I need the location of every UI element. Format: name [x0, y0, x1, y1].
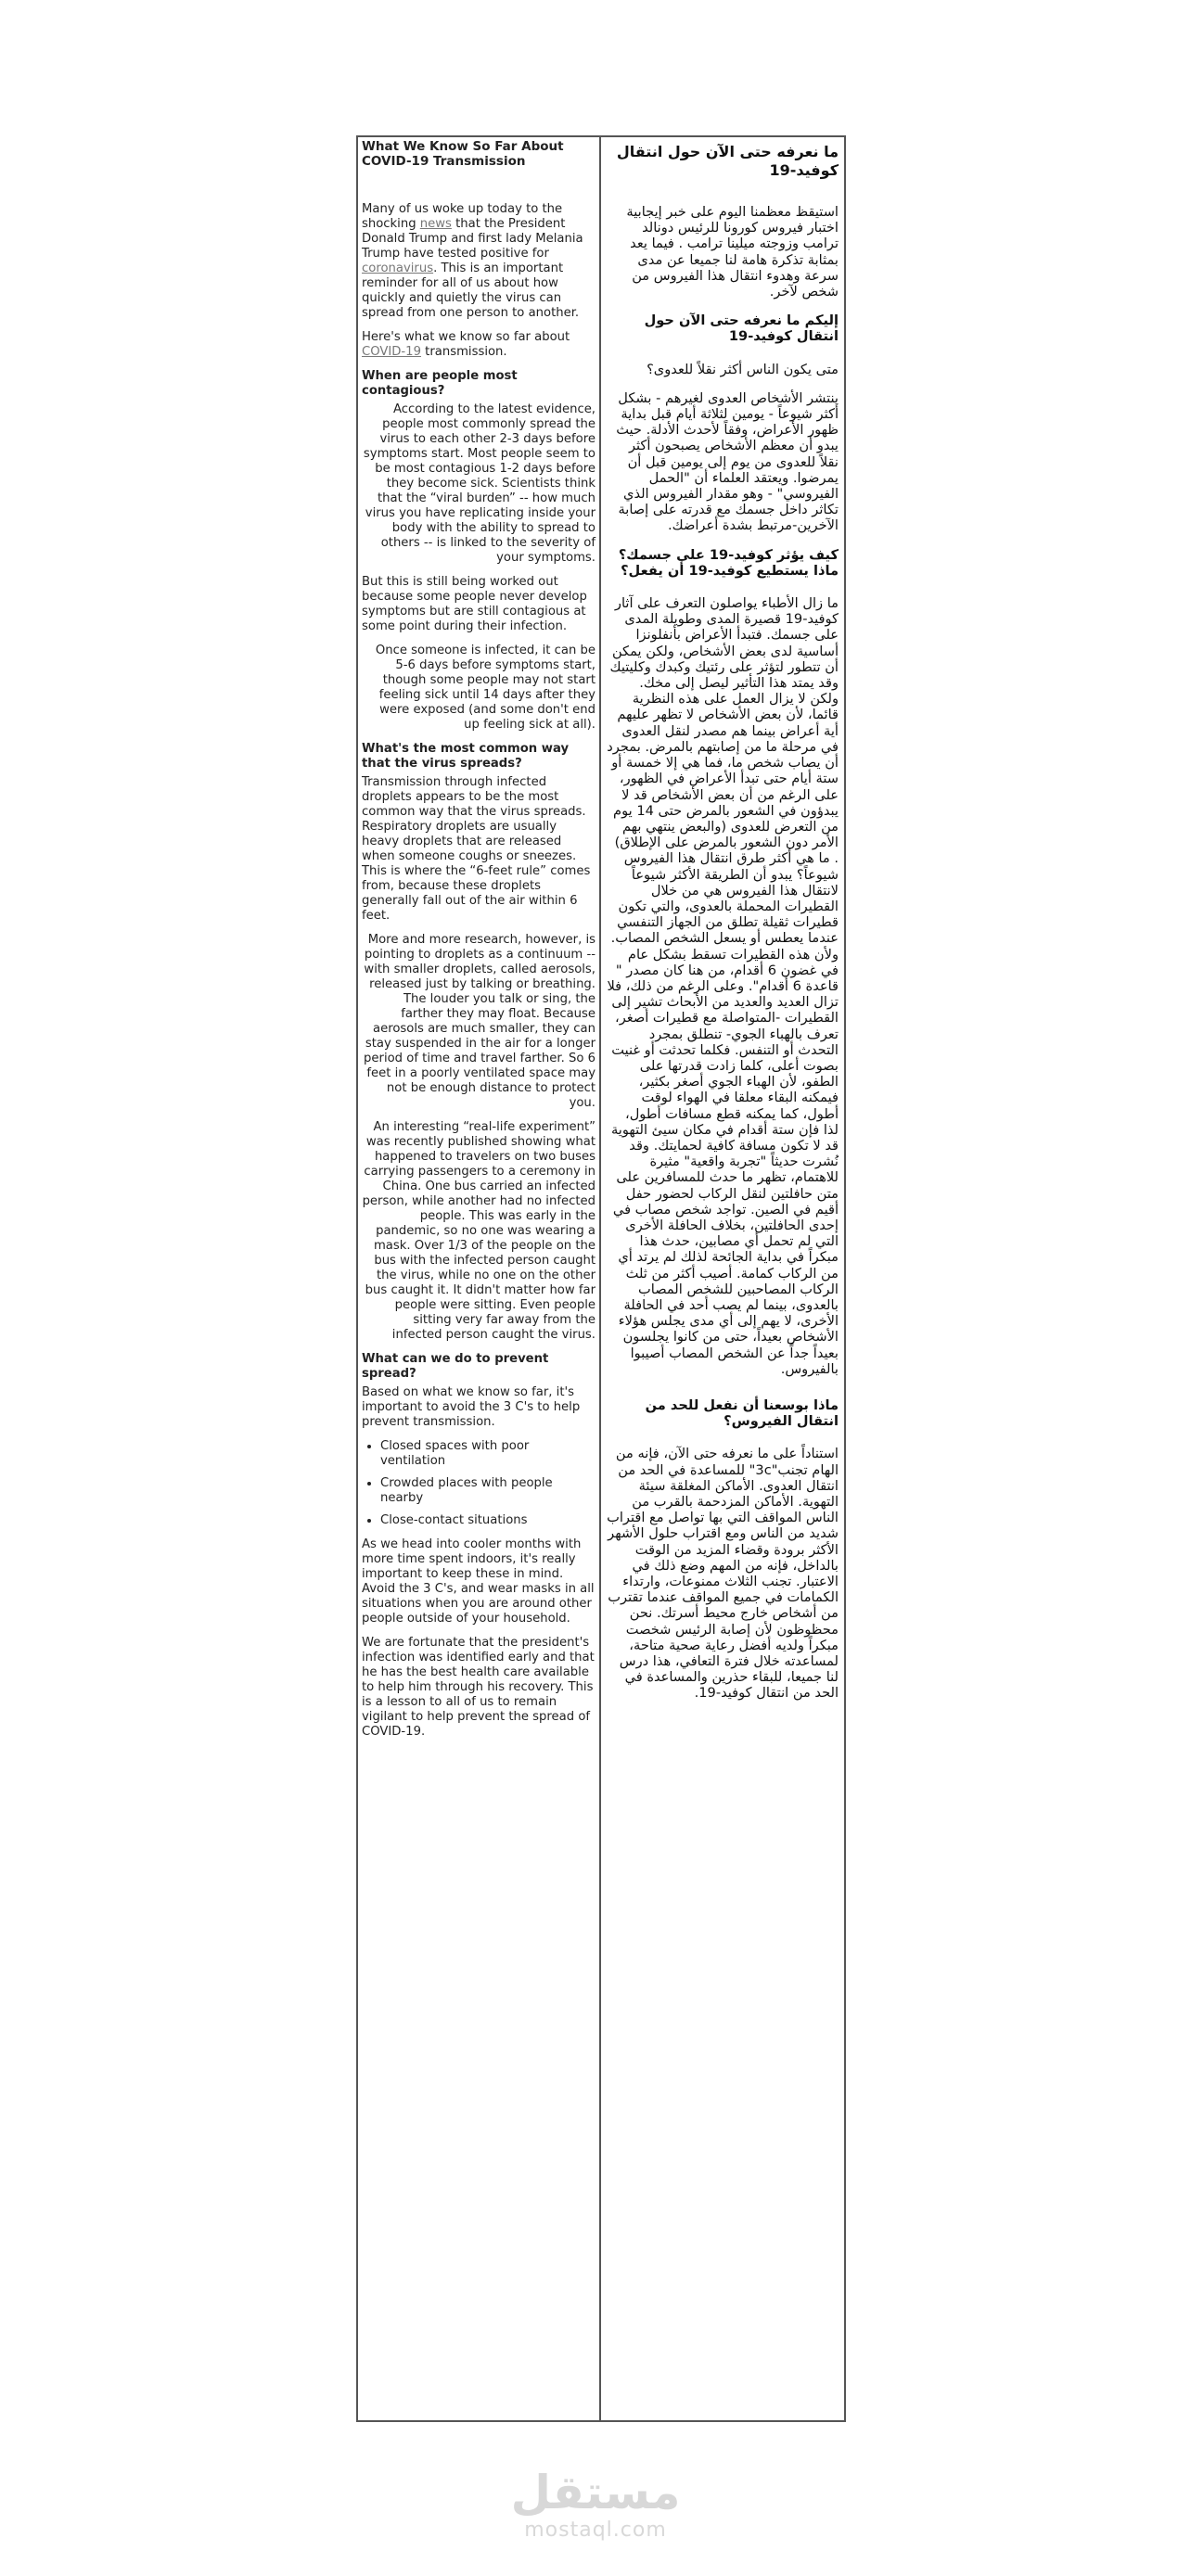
arabic-contagious-paragraph: ينتشر الأشخاص العدوى لغيرهم - بشكل أكثر شيوعاً - يومين لثلاثة أيام قبل بداية ظهور الأعراض، وفقاً لأحدث الأدلة. حيث يبدو أن معظم الأشخاص يصبحون أكثر نقلاً للعدوى من يوم إلى يومين قبل أن يمرضوا. ويعتقد العلماء أن "الحمل الفيروسي" - وهو مقدار الفيروس الذي تكاثر داخل جسمك مع قدرته على إصابة الآخرين-مرتبط بشدة أعراضك. — [616, 389, 839, 534]
watermark — [0, 2467, 1191, 2543]
list-item: • Close-contact situations — [380, 1513, 596, 1528]
prevent-paragraph-3: We are fortunate that the president's infection was identified early and that he has the best health care available to help him through his recovery. This is a lesson to all of us to remain vigilant to help prevent the spread of COVID-19. — [362, 1636, 595, 1739]
arabic-contagious-heading: متى يكون الناس أكثر نقلاً للعدوى؟ — [647, 361, 839, 377]
english-intro-paragraph-2 — [362, 330, 596, 360]
contagious-paragraph-1: According to the latest evidence, people most commonly spread the virus to each other 2-3 days before symptoms start. Most people seem to be most contagious 1-2 days before they become sick. Scientists think that the “viral burden” -- how much virus you have replicating inside your body with the ability to spread to others -- is linked to the severity of your symptoms. — [363, 402, 596, 565]
intro2-text-b: transmission. — [420, 345, 507, 359]
bilingual-document — [356, 135, 846, 2422]
three-cs-list — [362, 1439, 596, 1528]
english-title: What We Know So Far About COVID-19 Transmission — [362, 139, 564, 169]
arabic-column — [601, 137, 844, 2420]
list-item: • Crowded places with people nearby — [380, 1476, 596, 1506]
watermark-arabic: مستقل — [510, 2466, 681, 2519]
arabic-title: ما نعرفه حتى الآن حول انتقال كوفيد-19 — [616, 143, 839, 179]
prevent-paragraph-1: Based on what we know so far, it's important to avoid the 3 C's to help prevent transmission. — [362, 1385, 581, 1429]
intro-text-b: that the President Donald Trump and first lady Melania Trump have tested positive for — [362, 217, 583, 261]
contagious-paragraph-3: Once someone is infected, it can be 5-6 days before symptoms start, though some people may not start feeling sick until 14 days after they were exposed (and some don't end up feeling sick at all). — [375, 644, 596, 732]
contagious-paragraph-2: But this is still being worked out because some people never develop symptoms but are still contagious at some point during their infection. — [362, 575, 587, 633]
coronavirus-link[interactable]: coronavirus — [362, 261, 434, 275]
covid19-link[interactable]: COVID-19 — [362, 345, 421, 359]
spread-heading: What's the most common way that the virus spreads? — [362, 742, 570, 771]
intro2-text-a: Here's what we know so far about — [362, 330, 570, 344]
arabic-prevent-heading: ماذا بوسعنا أن نفعل للحد من انتقال الفيروس؟ — [645, 1397, 839, 1430]
spread-paragraph-3: An interesting “real-life experiment” was recently published showing what happened to travelers on two buses carrying passengers to a ceremony in China. One bus carried an infected person, while another had no infected people. This was early in the pandemic, so no one was wearing a mask. Over 1/3 of the people on the bus with the infected person caught the virus, while no one on the other bus caught it. It didn't matter how far people were sitting. Even people sitting very far away from the infected person caught the virus. — [362, 1120, 596, 1342]
arabic-intro-paragraph: استيقظ معظمنا اليوم على خبر إيجابية اختبار فيروس كورونا للرئيس دونالد ترامب وزوجته ميلينا ترامب . فيما يعد بمثابة تذكرة هامة لنا جميعا عن مدى سرعة وهدوء انتقال هذا الفيروس من شخص لآخر. — [626, 204, 839, 300]
intro-text-c: . This is an important reminder for all of us about how quickly and quietly the virus can spread from one person to another. — [362, 261, 580, 320]
spread-paragraph-2: More and more research, however, is pointing to droplets as a continuum -- with smaller droplets, called aerosols, released just by talking or breathing. The louder you talk or sing, the farther they may float. Because aerosols are much smaller, they can stay suspended in the air for a longer period of time and travel farther. So 6 feet in a poorly ventilated space may not be enough distance to protect you. — [364, 933, 596, 1110]
intro-text-a: Many of us woke up today to the shocking — [362, 202, 563, 231]
arabic-body-paragraph: ما زال الأطباء يواصلون التعرف على آثار كوفيد-19 قصيرة المدى وطويلة المدى على جسمك. فتبدأ الأعراض بأنفلونزا أساسية لدى بعض الأشخاص، ولكن يمكن أن تتطور لتؤثر على رئتيك وكبدك وكليتيك وقد يمتد هذا التأثير ليصل إلى مخك. ولكن لا يزال العمل على هذه النظرية قائما، لأن بعض الأشخاص لا تظهر عليهم أية أعراض بينما هم مصدر لنقل العدوى في مرحلة ما من إصابتهم بالمرض. بمجرد أن يصاب شخص ما، فما هي إلا خمسة أو ستة أيام حتى تبدأ الأعراض في الظهور، على الرغم من أن بعض الأشخاص قد لا يبدؤون في الشعور بالمرض حتى 14 يوم من التعرض للعدوى (والبعض ينتهي بهم الأمر دون الشعور بالمرض على الإطلاق) . ما هي أكثر طرق انتقال هذا الفيروس شيوعاً؟ يبدو أن الطريقة الأكثر شيوعاً لانتقال هذا الفيروس هي من خلال القطيرات المحملة بالعدوى، والتي تكون قطيرات ثقيلة تطلق من الجهاز التنفسي عندما يعطس أو يسعل الشخص المصاب. ولأن هذه القطيرات تسقط بشكل عام في غضون 6 أقدام، من هنا كان مصدر " قاعدة 6 أقدام". وعلى الرغم من ذلك، فلا تزال العديد والعديد من الأبحاث تشير إلى القطيرات -المتواصلة مع قطيرات أصغر، تعرف بالهباء الجوي- تنطلق بمجرد التحدث أو التنفس. فكلما تحدثت أو غنيت بصوت أعلى، كلما زادت قدرتها على الطفو، لأن الهباء الجوي أصغر بكثير، فيمكنه البقاء معلقا في الهواء لوقت أطول، كما يمكنه قطع مسافات أطول، لذا فإن ستة أقدام في مكان سيئ التهوية قد لا تكون مسافة كافية لحمايتك. وقد نُشرت حديثاً "تجربة واقعية" مثيرة للاهتمام، تظهر ما حدث للمسافرين على متن حافلتين لنقل الركاب لحضور حفل أقيم في الصين. تواجد شخص مصاب في إحدى الحافلتين، بخلاف الحافلة الأخرى التي لم تحمل أي مصابين، حدث هذا مبكراً في بداية الجائحة لذلك لم يرتد أي من الركاب كمامة. أصيب أكثر من ثلث الركاب المصاحبين للشخص المصاب بالعدوى، بينما لم يصب أحد في الحافلة الأخرى، لا يهم إلى أي مدى يجلس هؤلاء الأشخاص بعيداً، حتى من كانوا يجلسون بعيداً جداً عن الشخص المصاب أصيبوا بالفيروس. — [607, 595, 839, 1377]
list-item: • Closed spaces with poor ventilation — [380, 1439, 596, 1469]
arabic-body-heading: كيف يؤثر كوفيد-19 على جسمك؟ ماذا يستطيع كوفيد-19 أن يفعل؟ — [618, 546, 839, 579]
contagious-heading: When are people most contagious? — [362, 369, 518, 398]
english-column — [358, 137, 601, 2420]
arabic-intro-heading: إليكم ما نعرفه حتى الآن حول انتقال كوفيد-19 — [644, 312, 839, 345]
prevent-heading: What can we do to prevent spread? — [362, 1352, 549, 1381]
prevent-paragraph-2: As we head into cooler months with more time spent indoors, it's really important to keep these in mind. Avoid the 3 C's, and wear masks in all situations when you are around other people outside of your household. — [362, 1537, 595, 1626]
english-intro-paragraph — [362, 202, 596, 321]
news-link[interactable]: news — [419, 217, 452, 231]
watermark-latin: mostaql.com — [524, 2519, 667, 2542]
spread-paragraph-1: Transmission through infected droplets appears to be the most common way that the virus spreads. Respiratory droplets are usually heavy droplets that are released when someone coughs or sneezes. This is where the “6-feet rule” comes from, because these droplets generally fall out of the air within 6 feet. — [362, 775, 591, 923]
arabic-prevent-paragraph: استناداً على ما نعرفه حتى الآن، فإنه من الهام تجنب"3c" للمساعدة في الحد من انتقال العدوى. الأماكن المغلقة سيئة التهوية. الأماكن المزدحمة بالقرب من الناس المواقف التي بها تواصل مع اقتراب شديد من الناس ومع اقتراب حلول الأشهر الأكثر برودة وقضاء المزيد من الوقت بالداخل، فإنه من المهم وضع ذلك في الاعتبار. تجنب الثلاث ممنوعات، وارتداء الكمامات في جميع المواقف عندما تقترب من أشخاص خارج محيط أسرتك. نحن محظوظون لأن إصابة الرئيس شخصت مبكراً ولديه أفضل رعاية صحية متاحة، لمساعدته خلال فترة التعافي، هذا درس لنا جميعا، للبقاء حذرين والمساعدة في الحد من انتقال كوفيد-19. — [607, 1446, 839, 1702]
